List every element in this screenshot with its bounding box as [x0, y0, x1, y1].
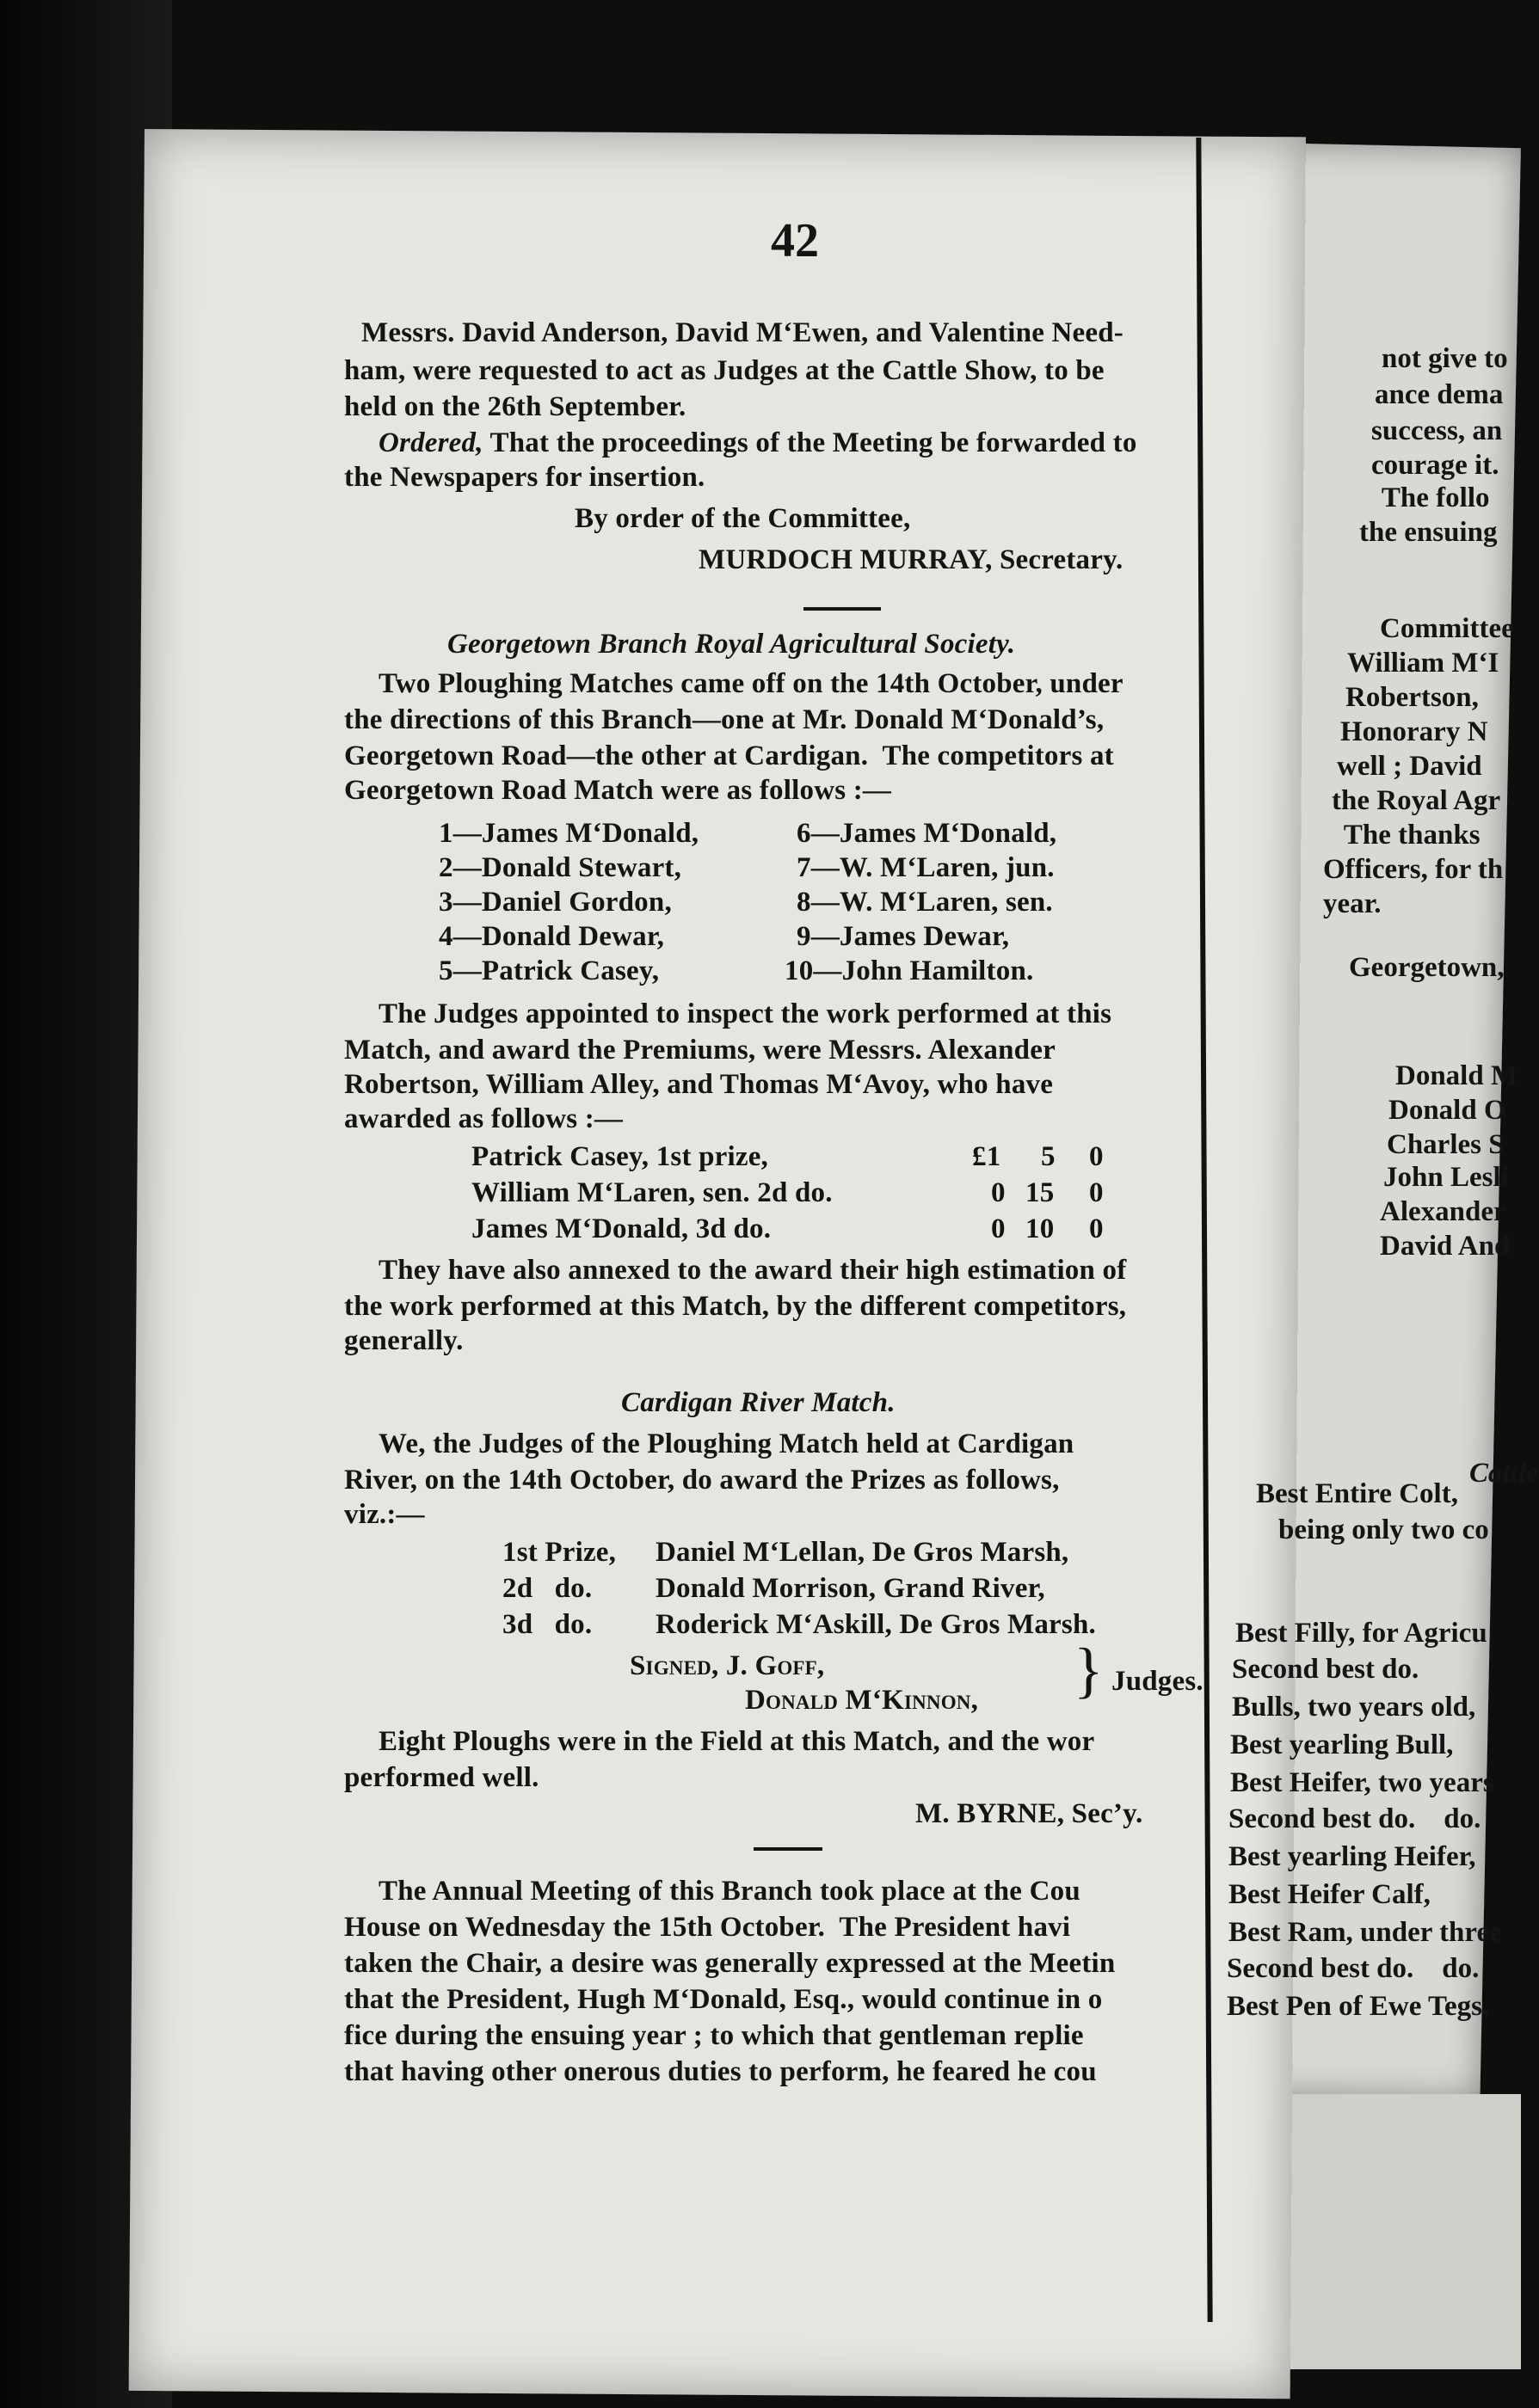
para-line: Georgetown Road Match were as follows :—: [344, 775, 892, 806]
facing-line: Best Heifer Calf,: [1228, 1879, 1431, 1910]
section-heading-cardigan: Cardigan River Match.: [621, 1387, 896, 1418]
cardigan-prize-place: 3d do.: [502, 1609, 593, 1640]
judges-line: Robertson, William Alley, and Thomas M‘Avoy, who have: [344, 1069, 1054, 1100]
facing-line: well ; David: [1337, 751, 1482, 782]
annual-line: that having other onerous duties to perform, he feared he cou: [344, 2056, 1097, 2087]
cardigan-prize-place: 1st Prize,: [502, 1537, 617, 1568]
intro-line: held on the 26th September.: [344, 391, 686, 422]
ordered-word: Ordered,: [379, 427, 483, 458]
prize-pounds: £1: [972, 1141, 1001, 1172]
annex-line: the work performed at this Match, by the different competitors,: [344, 1291, 1127, 1322]
facing-line: The thanks: [1330, 820, 1481, 851]
facing-name: Donald M: [1395, 1060, 1518, 1091]
facing-line: Best Filly, for Agricu: [1235, 1618, 1487, 1649]
competitor: 8—W. M‘Laren, sen.: [797, 887, 1053, 918]
signature-secretary: MURDOCH MURRAY, Secretary.: [699, 544, 1123, 575]
para-line: Two Ploughing Matches came off on the 14th October, under: [379, 668, 1123, 699]
prize-pounds: 0: [991, 1177, 1006, 1208]
signed-line: Signed, J. Goff,: [630, 1650, 825, 1681]
brace-symbol: }: [1074, 1636, 1104, 1705]
facing-heading: Cattle: [1469, 1458, 1539, 1489]
facing-name: Donald O: [1388, 1095, 1506, 1126]
signature-secretary-2: M. BYRNE, Sec’y.: [915, 1798, 1143, 1829]
cardigan-prize-winner: Daniel M‘Lellan, De Gros Marsh,: [656, 1537, 1069, 1568]
facing-line: Robertson,: [1345, 682, 1479, 713]
annual-line: House on Wednesday the 15th October. The President havi: [344, 1912, 1071, 1943]
prize-shillings: 5: [1041, 1141, 1056, 1172]
competitor: 9—James Dewar,: [797, 921, 1010, 952]
eight-line: Eight Ploughs were in the Field at this Match, and the wor: [379, 1726, 1095, 1757]
judges-line: awarded as follows :—: [344, 1103, 624, 1134]
prize-pence: 0: [1089, 1213, 1104, 1244]
ordered-rest: That the proceedings of the Meeting be forwarded to: [483, 427, 1137, 458]
judges-line: The Judges appointed to inspect the work performed at this: [379, 998, 1112, 1029]
page-number: 42: [771, 214, 819, 267]
annual-line: fice during the ensuing year ; to which that gentleman replie: [344, 2020, 1084, 2051]
facing-line: Best Heifer, two years: [1230, 1767, 1494, 1798]
facing-line: Second best do. do.: [1228, 1803, 1481, 1834]
facing-line: courage it.: [1371, 450, 1499, 481]
facing-line: Best Pen of Ewe Tegs,: [1227, 1991, 1490, 2022]
annual-line: that the President, Hugh M‘Donald, Esq., would continue in o: [344, 1984, 1103, 2015]
competitor: 10—John Hamilton.: [785, 955, 1034, 986]
facing-line: ance dema: [1375, 379, 1504, 410]
annex-line: They have also annexed to the award their high estimation of: [379, 1255, 1127, 1286]
prize-shillings: 15: [1025, 1177, 1055, 1208]
facing-line: Best Entire Colt,: [1256, 1478, 1458, 1509]
facing-line: William M‘I: [1347, 648, 1499, 679]
intro-line: the Newspapers for insertion.: [344, 462, 705, 493]
prize-name: James M‘Donald, 3d do.: [471, 1213, 772, 1244]
facing-line: The follo: [1368, 482, 1490, 513]
facing-line: the ensuing: [1359, 517, 1498, 548]
intro-line: ham, were requested to act as Judges at the Cattle Show, to be: [344, 355, 1105, 386]
para-line: We, the Judges of the Ploughing Match held at Cardigan: [379, 1428, 1074, 1459]
competitor: 2—Donald Stewart,: [439, 852, 682, 883]
prize-pounds: 0: [991, 1213, 1006, 1244]
prize-pence: 0: [1089, 1177, 1104, 1208]
prize-name: Patrick Casey, 1st prize,: [471, 1141, 769, 1172]
cardigan-prize-winner: Donald Morrison, Grand River,: [656, 1573, 1045, 1604]
annex-line: generally.: [344, 1325, 464, 1356]
competitor: 6—James M‘Donald,: [797, 818, 1057, 849]
judges-label: Judges.: [1111, 1666, 1203, 1697]
section-divider: [803, 607, 881, 611]
facing-name: John Lesli: [1383, 1162, 1509, 1193]
facing-line: Georgetown,: [1349, 952, 1505, 983]
para-line: viz.:—: [344, 1499, 425, 1530]
facing-name: Charles S: [1387, 1129, 1505, 1160]
facing-line: being only two co: [1278, 1514, 1489, 1545]
facing-line: Bulls, two years old,: [1232, 1692, 1476, 1723]
facing-name: David And: [1380, 1231, 1511, 1262]
competitor: 3—Daniel Gordon,: [439, 887, 672, 918]
annual-line: The Annual Meeting of this Branch took place at the Cou: [379, 1876, 1080, 1907]
facing-line: Committee: [1380, 613, 1514, 644]
competitor: 5—Patrick Casey,: [439, 955, 660, 986]
facing-line: the Royal Agr: [1332, 785, 1501, 816]
facing-line: not give to: [1382, 343, 1508, 374]
ordered-line: [379, 427, 1137, 460]
competitor: 1—James M‘Donald,: [439, 818, 699, 849]
facing-line: Honorary N: [1340, 716, 1488, 747]
facing-line: year.: [1323, 888, 1382, 919]
prize-pence: 0: [1089, 1141, 1104, 1172]
para-line: River, on the 14th October, do award the Prizes as follows,: [344, 1465, 1060, 1496]
eight-line: performed well.: [344, 1762, 539, 1793]
signed-line: Donald M‘Kinnon,: [745, 1685, 979, 1716]
facing-line: Best Ram, under three: [1228, 1917, 1502, 1948]
facing-line: Second best do.: [1232, 1654, 1419, 1685]
facing-line: Best yearling Heifer,: [1228, 1841, 1476, 1872]
facing-line: Best yearling Bull,: [1230, 1729, 1454, 1760]
facing-line: Officers, for th: [1323, 854, 1504, 885]
prize-name: William M‘Laren, sen. 2d do.: [471, 1177, 833, 1208]
facing-line: Second best do. do.: [1227, 1953, 1480, 1984]
para-line: Georgetown Road—the other at Cardigan. The competitors at: [344, 740, 1114, 771]
section-heading-georgetown: Georgetown Branch Royal Agricultural Society.: [447, 629, 1016, 660]
facing-name: Alexander: [1380, 1196, 1506, 1227]
annual-line: taken the Chair, a desire was generally expressed at the Meetin: [344, 1948, 1116, 1979]
facing-line: success, an: [1371, 415, 1503, 446]
para-line: the directions of this Branch—one at Mr. Donald M‘Donald’s,: [344, 704, 1105, 735]
by-order: By order of the Committee,: [575, 503, 911, 534]
prize-shillings: 10: [1025, 1213, 1055, 1244]
competitor: 4—Donald Dewar,: [439, 921, 665, 952]
judges-line: Match, and award the Premiums, were Messrs. Alexander: [344, 1035, 1056, 1066]
cardigan-prize-winner: Roderick M‘Askill, De Gros Marsh.: [656, 1609, 1096, 1640]
cardigan-prize-place: 2d do.: [502, 1573, 593, 1604]
competitor: 7—W. M‘Laren, jun.: [797, 852, 1055, 883]
section-divider: [754, 1847, 822, 1851]
intro-line: Messrs. David Anderson, David M‘Ewen, and Valentine Need-: [361, 317, 1123, 348]
